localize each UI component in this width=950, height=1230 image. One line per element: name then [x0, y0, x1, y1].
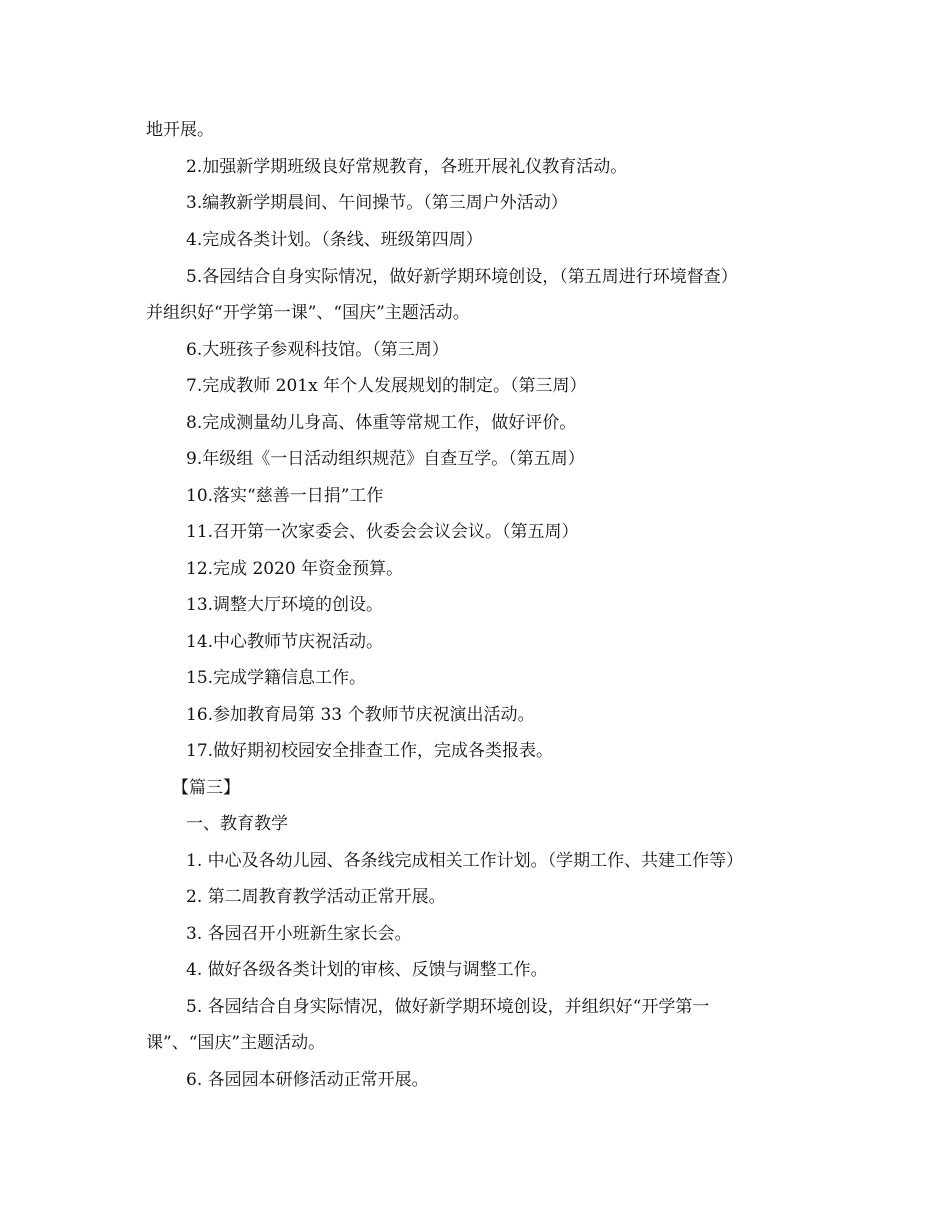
list-item: 6.大班孩子参观科技馆。（第三周）: [186, 340, 449, 360]
list-item: 17.做好期初校园安全排查工作，完成各类报表。: [186, 741, 554, 761]
list-item: 8.完成测量幼儿身高、体重等常规工作，做好评价。: [186, 413, 577, 433]
list-item: 1. 中心及各幼儿园、各条线完成相关工作计划。（学期工作、共建工作等）: [186, 851, 744, 871]
list-item-continuation: 课”、“国庆”主题活动。: [146, 1033, 326, 1053]
list-item: 11.召开第一次家委会、伙委会会议会议。（第五周）: [186, 522, 579, 542]
list-item: 9.年级组《一日活动组织规范》自查互学。（第五周）: [186, 449, 585, 469]
list-item: 13.调整大厅环境的创设。: [186, 595, 384, 615]
subsection-heading: 一、教育教学: [186, 814, 288, 834]
list-item: 6. 各园园本研修活动正常开展。: [186, 1070, 429, 1090]
list-item: 14.中心教师节庆祝活动。: [186, 632, 384, 652]
list-item: 2. 第二周教育教学活动正常开展。: [186, 887, 446, 907]
list-item-continuation: 并组织好“开学第一课”、“国庆”主题活动。: [146, 303, 470, 323]
list-item: 2.加强新学期班级良好常规教育，各班开展礼仪教育活动。: [186, 157, 628, 177]
list-item: 5.各园结合自身实际情况，做好新学期环境创设，（第五周进行环境督查）: [186, 267, 738, 287]
list-item: 4.完成各类计划。（条线、班级第四周）: [186, 230, 483, 250]
list-item: 7.完成教师 201x 年个人发展规划的制定。（第三周）: [186, 376, 587, 396]
paragraph-continuation: 地开展。: [146, 120, 214, 140]
list-item: 15.完成学籍信息工作。: [186, 668, 367, 688]
list-item: 10.落实“慈善一日捐”工作: [186, 486, 384, 506]
list-item: 4. 做好各级各类计划的审核、反馈与调整工作。: [186, 960, 548, 980]
list-item: 16.参加教育局第 33 个教师节庆祝演出活动。: [186, 705, 535, 725]
section-heading: 【篇三】: [172, 778, 240, 798]
list-item: 12.完成 2020 年资金预算。: [186, 559, 404, 579]
list-item: 3. 各园召开小班新生家长会。: [186, 924, 412, 944]
list-item: 5. 各园结合自身实际情况，做好新学期环境创设，并组织好“开学第一: [186, 997, 710, 1017]
list-item: 3.编教新学期晨间、午间操节。（第三周户外活动）: [186, 193, 568, 213]
